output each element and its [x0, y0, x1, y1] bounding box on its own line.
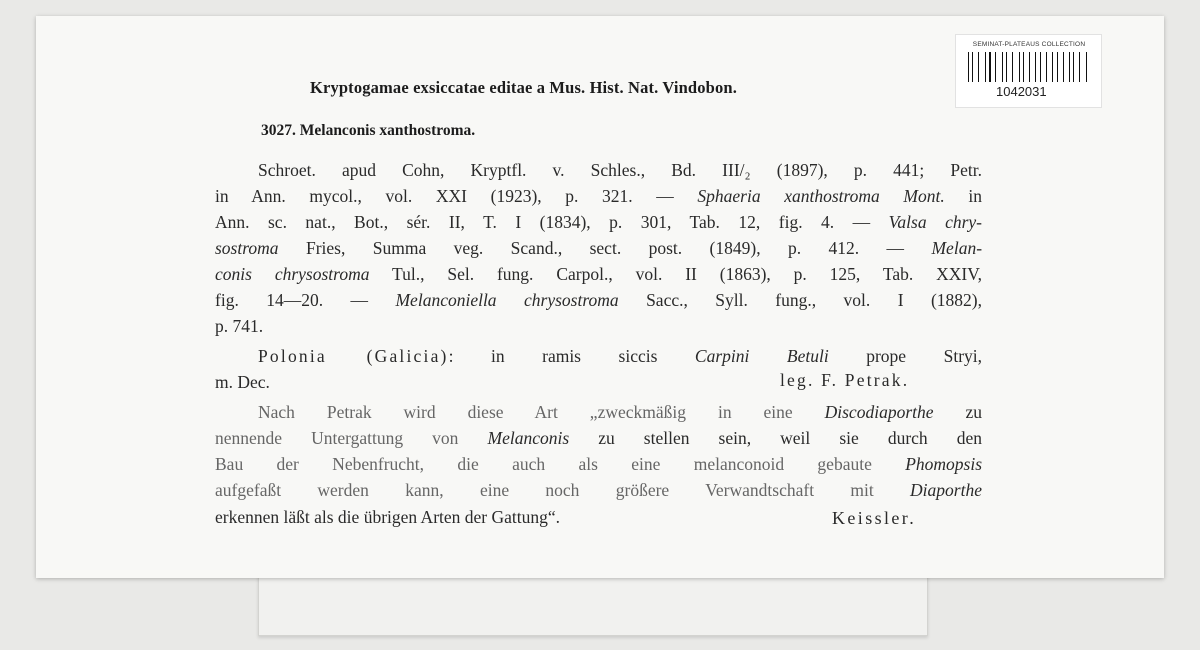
- citation-line-5: [215, 262, 982, 286]
- barcode-bar: [1046, 52, 1047, 82]
- barcode-bar: [1082, 52, 1083, 82]
- citation-text: Tul., Sel. fung. Carpol., vol. II (1863), p. 125, Tab. XXIV,: [392, 264, 982, 284]
- note-text: zu: [933, 402, 982, 422]
- barcode-bar: [976, 52, 977, 82]
- barcode-caption: SEMINAT-PLATEAUS COLLECTION: [972, 41, 1086, 48]
- barcode-bar: [1063, 52, 1064, 82]
- barcode-bar: [1027, 52, 1028, 82]
- mount-backing-strip: [258, 574, 928, 636]
- locality-line: [258, 344, 982, 368]
- barcode-label: [955, 34, 1102, 108]
- host-name: Carpini Betuli: [694, 346, 829, 366]
- note-taxon: Phomopsis: [905, 454, 982, 474]
- citation-text: Ann. sc. nat., Bot., sér. II, T. I (1834), p. 301, Tab. 12, fig. 4. —: [215, 212, 871, 232]
- synonym-valsa: Valsa chry-: [888, 212, 983, 232]
- barcode-bar: [1040, 52, 1041, 82]
- barcode-bar: [1065, 52, 1066, 82]
- citation-text: in Ann. mycol., vol. XXI (1923), p. 321. —: [215, 186, 674, 206]
- note-line-4: [215, 478, 982, 502]
- note-line-5: erkennen läßt als die übrigen Arten der Gattung“.: [215, 507, 561, 527]
- barcode-bar: [1077, 52, 1078, 82]
- note-text: Bau der Nebenfrucht, die auch als eine melanconoid gebaute: [215, 454, 906, 474]
- note-author: Keissler.: [832, 508, 917, 528]
- collector: leg. F. Petrak.: [780, 370, 910, 390]
- barcode-number: 1042031: [996, 84, 1047, 99]
- citation-line-3: [215, 210, 982, 234]
- barcode-bar: [987, 52, 988, 82]
- synonym-melanconiella: Melanconiella chrysostroma: [395, 290, 619, 310]
- barcode-bar: [1079, 52, 1080, 82]
- collection-date: m. Dec.: [215, 372, 270, 392]
- barcode-bar: [1035, 52, 1036, 82]
- barcode-bar: [1010, 52, 1011, 82]
- barcode-bar: [1087, 52, 1088, 82]
- barcode-bar: [1019, 52, 1020, 82]
- barcode-bar: [981, 52, 982, 82]
- barcode-bar: [970, 52, 971, 82]
- barcode-bar: [1003, 52, 1004, 82]
- barcode-bar: [1071, 52, 1072, 82]
- barcode-bar: [1044, 52, 1045, 82]
- note-text: aufgefaßt werden kann, eine noch größere Verwandtschaft mit: [215, 480, 911, 500]
- synonym-melan-cont: conis chrysostroma: [215, 264, 370, 284]
- citation-line-7: p. 741.: [215, 316, 264, 336]
- barcode-bar: [1023, 52, 1024, 82]
- locality-place: prope Stryi,: [828, 346, 983, 366]
- collection-title: Kryptogamae exsiccatae editae a Mus. Hist. Nat. Vindobon.: [310, 78, 737, 97]
- synonym-sphaeria: Sphaeria xanthostroma Mont.: [697, 186, 945, 206]
- barcode-bar: [1086, 52, 1087, 82]
- barcode-bar: [1020, 52, 1021, 82]
- barcode-bar: [1073, 52, 1074, 82]
- synonym-valsa-cont: sostroma: [215, 238, 279, 258]
- locality-region: Polonia (Galicia): [258, 346, 449, 366]
- barcode-bar: [1015, 52, 1016, 82]
- citation-text: Fries, Summa veg. Scand., sect. post. (1849), p. 412. —: [305, 238, 905, 258]
- citation-line-1: Schroet. apud Cohn, Kryptfl. v. Schles., Bd. III/₂ (1897), p. 441; Petr.: [258, 160, 982, 180]
- citation-line-6: [215, 288, 982, 312]
- note-text: zu stellen sein, weil sie durch den: [569, 428, 982, 448]
- barcode-bar: [1069, 52, 1070, 82]
- barcode-bar: [998, 52, 999, 82]
- note-line-2: [215, 426, 982, 450]
- barcode-bar: [1054, 52, 1055, 82]
- note-taxon: Discodiaporthe: [824, 402, 934, 422]
- barcode-bar: [972, 52, 973, 82]
- barcode-bar: [1032, 52, 1033, 82]
- barcode-bar: [1060, 52, 1061, 82]
- barcode-bar: [989, 52, 990, 82]
- barcode-bar: [1057, 52, 1058, 82]
- citation-line-2: [215, 184, 982, 208]
- citation-text: Sacc., Syll. fung., vol. I (1882),: [646, 290, 982, 310]
- barcode-bar: [978, 52, 979, 82]
- barcode-icon: [968, 52, 1090, 82]
- barcode-bar: [1012, 52, 1013, 82]
- synonym-melan: Melan-: [931, 238, 983, 258]
- note-taxon: Diaporthe: [910, 480, 982, 500]
- species-heading: 3027. Melanconis xanthostroma.: [261, 122, 476, 139]
- barcode-bar: [985, 52, 986, 82]
- note-text: nennende Untergattung von: [215, 428, 488, 448]
- barcode-bar: [994, 52, 995, 82]
- citation-text: in: [944, 186, 982, 206]
- barcode-bar: [968, 52, 969, 82]
- barcode-bar: [1048, 52, 1049, 82]
- locality-text: : in ramis siccis: [448, 346, 695, 366]
- note-line-1: [258, 400, 982, 424]
- barcode-bar: [1029, 52, 1030, 82]
- note-line-3: [215, 452, 982, 476]
- citation-line-4: [215, 236, 982, 260]
- note-text: Nach Petrak wird diese Art „zweckmäßig in eine: [258, 402, 825, 422]
- barcode-bar: [1006, 52, 1007, 82]
- barcode-bar: [1052, 52, 1053, 82]
- barcode-bar: [995, 52, 996, 82]
- citation-text: fig. 14—20. —: [215, 290, 369, 310]
- note-taxon: Melanconis: [487, 428, 570, 448]
- barcode-bar: [1002, 52, 1003, 82]
- barcode-bar: [1037, 52, 1038, 82]
